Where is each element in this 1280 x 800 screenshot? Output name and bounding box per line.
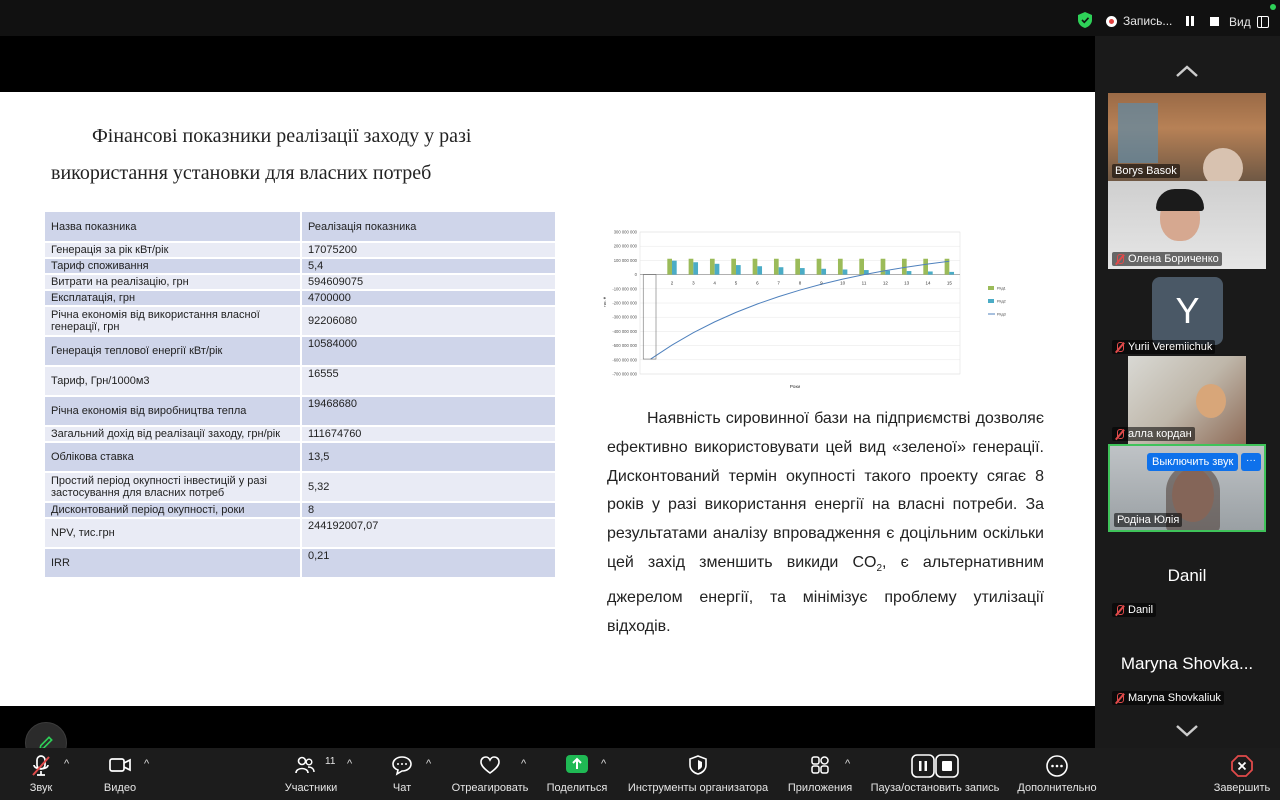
- chart-y-tick-label: 100 000 000: [613, 257, 637, 263]
- table-cell: 5,4: [301, 258, 556, 274]
- payback-chart: [600, 222, 1010, 392]
- host-tools-button[interactable]: [622, 748, 774, 800]
- chart-legend-label: Ряд3: [997, 312, 1006, 317]
- participant-display-name: Maryna Shovka...: [1120, 654, 1254, 673]
- mute-participant-button[interactable]: Выключить звук: [1147, 453, 1238, 471]
- chart-bar: [859, 259, 864, 275]
- share-screen-button[interactable]: [544, 748, 610, 800]
- table-row: [44, 290, 556, 306]
- table-cell: 244192007,07: [301, 518, 556, 548]
- chart-x-tick-label: 10: [840, 280, 846, 286]
- participants-options-caret[interactable]: ^: [347, 758, 353, 770]
- share-screen-icon: [565, 754, 589, 774]
- table-cell: 0,21: [301, 548, 556, 578]
- video-button[interactable]: [96, 748, 144, 800]
- chart-x-tick-label: 15: [946, 280, 952, 286]
- chevron-up-icon[interactable]: [1175, 64, 1199, 78]
- heart-icon: [479, 754, 501, 776]
- video-camera-icon: [108, 754, 132, 776]
- recording-indicator[interactable]: [1106, 14, 1219, 28]
- apps-icon: [809, 754, 831, 776]
- chart-bar: [817, 259, 822, 275]
- apps-label: Приложения: [787, 782, 853, 794]
- table-cell: Витрати на реалізацію, грн: [44, 274, 301, 290]
- record-dot-icon: [1106, 16, 1117, 27]
- table-row: [44, 472, 556, 502]
- participant-name: Maryna Shovkaliuk: [1128, 692, 1221, 704]
- participant-tile[interactable]: [1108, 620, 1266, 708]
- chart-y-tick-label: -500 000 000: [612, 343, 637, 349]
- table-cell: 4700000: [301, 290, 556, 306]
- table-cell: 594609075: [301, 274, 556, 290]
- chart-bar: [949, 272, 954, 275]
- participant-name-label: [1114, 513, 1182, 527]
- host-shield-icon: [688, 754, 708, 776]
- audio-button[interactable]: [20, 748, 62, 800]
- participant-tile-active[interactable]: [1108, 444, 1266, 532]
- table-cell: 5,32: [301, 472, 556, 502]
- chart-x-tick-label: 2: [670, 280, 674, 286]
- chat-label: Чат: [392, 782, 412, 794]
- chart-bar: [715, 264, 720, 275]
- chart-bar: [736, 265, 741, 275]
- table-cell: Дисконтований період окупності, роки: [44, 502, 301, 518]
- share-options-caret[interactable]: ^: [601, 758, 607, 770]
- participant-name-label: [1112, 164, 1180, 178]
- participants-button[interactable]: [278, 748, 344, 800]
- table-cell: 16555: [301, 366, 556, 396]
- paragraph-text-2: , є альтернативним джерелом енергії, та мінімізує проблему утилізації відходів.: [607, 553, 1045, 635]
- chart-x-tick-label: 4: [713, 280, 716, 286]
- table-row: [44, 518, 556, 548]
- audio-label: Звук: [29, 782, 53, 794]
- chart-legend-label: Ряд2: [997, 299, 1006, 304]
- chart-legend-swatch: [988, 286, 994, 290]
- avatar: Y: [1152, 277, 1223, 345]
- mic-muted-icon: [1115, 605, 1124, 616]
- chart-legend-swatch: [988, 299, 994, 303]
- chart-bar: [672, 261, 677, 275]
- participants-label: Участники: [284, 782, 338, 794]
- react-label: Отреагировать: [451, 782, 529, 794]
- chart-x-tick-label: 6: [756, 280, 759, 286]
- chart-x-tick-label: 9: [820, 280, 823, 286]
- share-label: Поделиться: [546, 782, 608, 794]
- host-tools-label: Инструменты организатора: [627, 782, 769, 794]
- participants-count: 11: [325, 756, 336, 767]
- react-options-caret[interactable]: ^: [521, 758, 527, 770]
- participant-tile[interactable]: [1108, 356, 1266, 444]
- table-cell: 111674760: [301, 426, 556, 442]
- chart-bar: [902, 259, 907, 275]
- end-label: Завершить: [1213, 782, 1271, 794]
- video-face: [1196, 384, 1226, 418]
- chart-bar: [928, 271, 933, 274]
- chart-x-tick-label: 7: [777, 280, 780, 286]
- mic-muted-icon: [1115, 254, 1124, 265]
- chart-x-tick-label: 3: [692, 280, 695, 286]
- top-bar: [0, 0, 1280, 36]
- chart-x-axis-label: Роки: [789, 385, 801, 390]
- mic-muted-icon: [1115, 693, 1124, 704]
- video-label: Видео: [103, 782, 137, 794]
- chart-bar: [693, 262, 698, 274]
- table-header-row: [44, 211, 556, 242]
- table-cell: NPV, тис.грн: [44, 518, 301, 548]
- table-cell: Облікова ставка: [44, 442, 301, 472]
- participant-name: алла кордан: [1128, 428, 1192, 440]
- chart-bar: [800, 268, 805, 275]
- table-cell: Генерація теплової енергії кВт/рік: [44, 336, 301, 366]
- table-row: [44, 274, 556, 290]
- chart-bar: [779, 267, 784, 274]
- audio-options-caret[interactable]: ^: [64, 758, 70, 770]
- more-ellipsis-icon: [1045, 754, 1069, 778]
- apps-button[interactable]: [784, 748, 856, 800]
- chart-bar: [731, 259, 736, 275]
- status-dot: [1270, 4, 1276, 10]
- chart-bar: [667, 259, 672, 275]
- chart-x-tick-label: 8: [798, 280, 802, 286]
- chart-x-tick-label: 14: [925, 280, 931, 286]
- participant-tile[interactable]: [1108, 269, 1266, 357]
- chat-options-caret[interactable]: ^: [426, 758, 432, 770]
- chart-bar: [821, 269, 826, 275]
- recording-label: Запись...: [1123, 14, 1173, 28]
- chart-bar: [843, 269, 848, 274]
- mic-muted-icon: [1115, 429, 1124, 440]
- chart-bar: [885, 271, 890, 275]
- stop-recording-icon[interactable]: [1210, 17, 1219, 26]
- table-header-cell: Реалізація показника: [301, 211, 556, 242]
- participant-name: Олена Бориченко: [1128, 253, 1219, 265]
- video-background: [1118, 103, 1158, 163]
- chart-y-tick-label: -200 000 000: [612, 300, 637, 306]
- chart-y-tick-label: -600 000 000: [612, 357, 637, 363]
- participant-name-label: [1112, 603, 1156, 617]
- chart-x-tick-label: 5: [734, 280, 738, 286]
- microphone-muted-icon: [30, 754, 52, 778]
- chart-bar: [689, 259, 694, 275]
- table-cell: Простий період окупності інвестицій у разі застосування для власних потреб: [44, 472, 301, 502]
- table-cell: 92206080: [301, 306, 556, 336]
- pause-stop-icon: [911, 754, 959, 778]
- pause-recording-icon[interactable]: [1186, 16, 1194, 26]
- table-cell: 13,5: [301, 442, 556, 472]
- pause-stop-recording-button[interactable]: [866, 748, 1004, 800]
- chart-bar: [795, 259, 800, 275]
- chart-y-tick-label: -400 000 000: [612, 328, 637, 334]
- chart-bar: [774, 259, 779, 275]
- table-header-cell: Назва показника: [44, 211, 301, 242]
- apps-options-caret[interactable]: ^: [845, 758, 851, 770]
- chart-x-tick-label: 11: [861, 280, 867, 286]
- mic-muted-icon: [1115, 342, 1124, 353]
- table-row: [44, 426, 556, 442]
- slide-paragraph: [607, 405, 1044, 642]
- participant-name-label: [1112, 691, 1224, 705]
- table-cell: Тариф, Грн/1000м3: [44, 366, 301, 396]
- meeting-toolbar: [0, 748, 1280, 800]
- chart-bar: [881, 259, 886, 275]
- chart-bar: [753, 259, 758, 275]
- pause-record-label: Пауза/остановить запись: [870, 782, 1000, 794]
- table-cell: Експлатація, грн: [44, 290, 301, 306]
- participant-tile[interactable]: [1108, 181, 1266, 269]
- table-row: [44, 396, 556, 426]
- more-button[interactable]: [1014, 748, 1100, 800]
- table-row: [44, 366, 556, 396]
- chart-x-tick-label: 12: [882, 280, 888, 286]
- view-label: Вид: [1229, 15, 1251, 29]
- participant-name: Родіна Юлія: [1117, 514, 1180, 526]
- video-face: [1203, 148, 1243, 181]
- chart-y-tick-label: -300 000 000: [612, 314, 637, 320]
- table-cell: 10584000: [301, 336, 556, 366]
- chart-bar: [710, 259, 715, 275]
- participant-tile[interactable]: [1108, 532, 1266, 620]
- grid-view-icon: [1257, 16, 1269, 28]
- table-cell: 17075200: [301, 242, 556, 258]
- table-cell: 8: [301, 502, 556, 518]
- table-row: [44, 502, 556, 518]
- participant-name-label: [1112, 340, 1215, 354]
- table-cell: Річна економія від виробництва тепла: [44, 396, 301, 426]
- table-cell: Генерація за рік кВт/рік: [44, 242, 301, 258]
- table-row: [44, 442, 556, 472]
- more-options-button[interactable]: ···: [1241, 453, 1261, 471]
- paragraph-subscript: 2: [876, 563, 883, 575]
- chart-bar: [907, 271, 912, 275]
- chart-y-tick-label: -100 000 000: [612, 286, 637, 292]
- end-meeting-button[interactable]: [1210, 748, 1274, 800]
- more-label: Дополнительно: [1017, 782, 1097, 794]
- table-row: [44, 306, 556, 336]
- chart-bar: [757, 266, 762, 274]
- chart-y-tick-label: 200 000 000: [613, 243, 637, 249]
- video-hair: [1156, 189, 1204, 211]
- table-cell: Річна економія від використання власної генерації, грн: [44, 306, 301, 336]
- end-call-icon: [1230, 754, 1254, 778]
- participant-display-name: Danil: [1167, 566, 1207, 585]
- chart-bar: [838, 259, 843, 275]
- table-row: [44, 548, 556, 578]
- chart-y-tick-label: -700 000 000: [612, 371, 637, 377]
- table-row: [44, 258, 556, 274]
- view-button[interactable]: [1229, 15, 1269, 29]
- chat-bubble-icon: [391, 754, 413, 776]
- chat-button[interactable]: [386, 748, 418, 800]
- table-cell: 19468680: [301, 396, 556, 426]
- slide-title-line-2: використання установки для власних потреб: [51, 162, 432, 184]
- financial-indicators-table: [43, 210, 557, 579]
- chart-bar: [923, 259, 928, 275]
- participant-name: Borys Basok: [1115, 165, 1177, 177]
- participant-name-label: [1112, 427, 1195, 441]
- table-cell: Тариф споживання: [44, 258, 301, 274]
- table-row: [44, 242, 556, 258]
- table-row: [44, 336, 556, 366]
- chart-y-tick-label: 300 000 000: [613, 229, 637, 235]
- chart-legend-label: Ряд1: [997, 286, 1006, 291]
- react-button[interactable]: [448, 748, 532, 800]
- chart-y-axis-label: тис. ₴: [603, 297, 607, 307]
- paragraph-text-1: Наявність сировинної бази на підприємстві дозволяє ефективно використовувати цей вид «зеленої» генерації. Дисконтований термін окупності такого проекту сягає 8 років у разі використання енергії на власні потреби. За результатами аналізу впровадження є доцільним оскільки цей захід зменшить викиди CO: [607, 410, 1044, 571]
- chevron-down-icon[interactable]: [1175, 724, 1199, 738]
- chart-y-tick-label: 0: [634, 272, 637, 278]
- encryption-shield-icon[interactable]: [1078, 12, 1092, 28]
- slide-title-line-1: Фінансові показники реалізації заходу у разі: [92, 125, 472, 147]
- table-cell: Загальний дохід від реалізації заходу, грн/рік: [44, 426, 301, 442]
- table-cell: IRR: [44, 548, 301, 578]
- participant-tile[interactable]: [1108, 93, 1266, 181]
- participant-name: Danil: [1128, 604, 1154, 616]
- video-options-caret[interactable]: ^: [144, 758, 150, 770]
- chart-x-tick-label: 13: [904, 280, 910, 286]
- participant-name-label: [1112, 252, 1222, 266]
- participants-icon: [294, 754, 316, 776]
- participant-name: Yurii Veremiichuk: [1128, 341, 1213, 353]
- presentation-slide: [0, 92, 1095, 706]
- shared-screen: [0, 36, 1095, 748]
